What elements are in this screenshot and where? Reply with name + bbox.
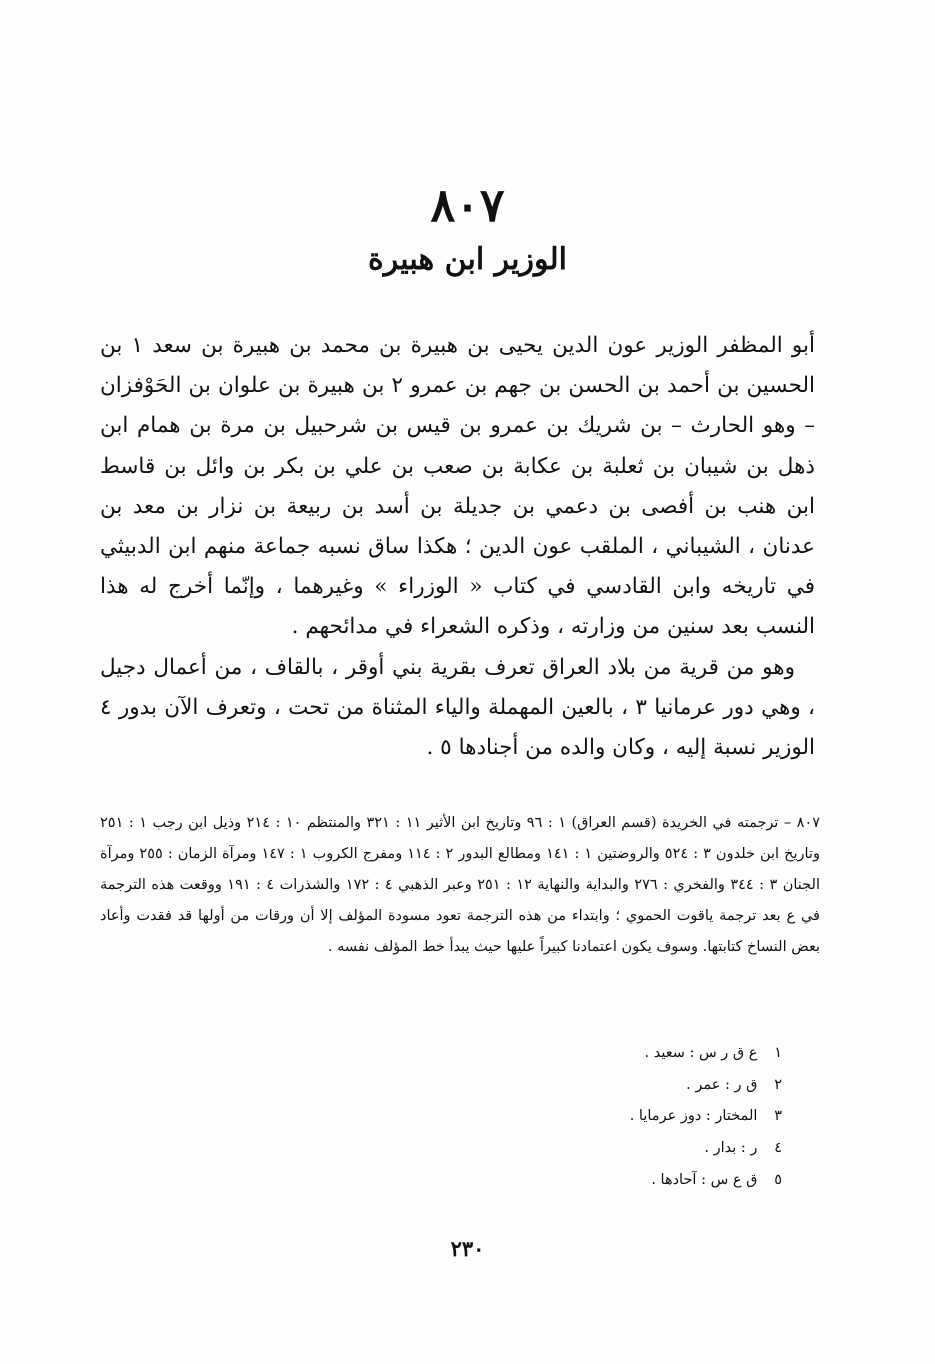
- footnote-2: [382, 1070, 782, 1102]
- entry-number: ٨٠٧: [430, 178, 505, 232]
- footnote-number: ٢: [774, 1076, 782, 1093]
- body-text: [100, 326, 815, 768]
- footnotes: [382, 1038, 782, 1196]
- footnote-number: ٤: [774, 1140, 782, 1157]
- footnote-4: [382, 1133, 782, 1165]
- sources-note-text: ٨٠٧ – ترجمته في الخريدة (قسم العراق) ١ : ٩٦ وتاريخ ابن الأثير ١١ : ٣٢١ والمنتظم ١٠ : ٢١٤ وذيل ابن رجب ١ : ٢٥١ وتاريخ ابن خلدون ٣ : ٥٢٤ والروضتين ١ : ١٤١ ومطالع البدور ٢ : ١١٤ ومفرج الكروب ١ : ١٤٧ ومرآة الزمان : ٢٥٥ ومرآة الجنان ٣ : ٣٤٤ والفخري : ٢٧٦ والبداية والنهاية ١٢ : ٢٥١ وعبر الذهبي ٤ : ١٧٢ والشذرات ٤ : ١٩١ ووقعت هذه الترجمة في ع بعد ترجمة ياقوت الحموي ؛ وابتداء من هذه الترجمة تعود مسودة المؤلف إلا أن ورقات من أولها قد فقدت وأعاد بعض النساخ كتابتها. وسوف يكون اعتمادنا كبيراً عليها حيث يبدأ خط المؤلف نفسه .: [100, 815, 821, 955]
- footnote-number: ١: [774, 1045, 782, 1061]
- footnote-text: ر : بدار .: [704, 1140, 758, 1157]
- footnote-3: [382, 1101, 782, 1133]
- body-paragraph-1: أبو المظفر الوزير عون الدين يحيى بن هبيرة بن محمد بن هبيرة بن سعد ١ بن الحسين بن أحمد بن الحسن بن جهم بن عمرو ٢ بن هبيرة بن علوان بن الحَوْفزان – وهو الحارث – بن شريك بن عمرو بن قيس بن شرحبيل بن مرة بن همام ابن ذهل بن شيبان بن ثعلبة بن عكابة بن صعب بن علي بن بكر بن وائل بن قاسط ابن هنب بن أفصى بن دعمي بن جديلة بن أسد بن ربيعة بن نزار بن معد بن عدنان ، الشيباني ، الملقب عون الدين ؛ هكذا ساق نسبه جماعة منهم ابن الدبيثي في تاريخه وابن القادسي في كتاب « الوزراء » وغيرهما ، وإنّما أخرج له هذا النسب بعد سنين من وزارته ، وذكره الشعراء في مدائحهم .: [100, 333, 816, 640]
- footnote-text: ع ق ر س : سعيد .: [644, 1045, 758, 1061]
- footnote-text: ق ع س : آحادها .: [651, 1171, 758, 1188]
- footnote-5: [382, 1165, 782, 1197]
- footnote-number: ٣: [774, 1108, 782, 1125]
- footnote-text: ق ر : عمر .: [686, 1076, 758, 1093]
- footnote-number: ٥: [774, 1171, 782, 1188]
- footnote-1: [382, 1038, 782, 1070]
- footnote-text: المختار : دوز عرمايا .: [629, 1108, 758, 1125]
- body-paragraph-2: وهو من قرية من بلاد العراق تعرف بقرية بني أوقر ، بالقاف ، من أعمال دجيل ، وهي دور عرمانيا ٣ ، بالعين المهملة والياء المثناة من تحت ، وتعرف الآن بدور ٤ الوزير نسبة إليه ، وكان والده من أجنادها ٥ .: [100, 654, 815, 761]
- sources-note: [100, 808, 820, 963]
- page-number: ٢٣٠: [450, 1236, 485, 1261]
- entry-title: الوزير ابن هبيرة: [368, 242, 567, 277]
